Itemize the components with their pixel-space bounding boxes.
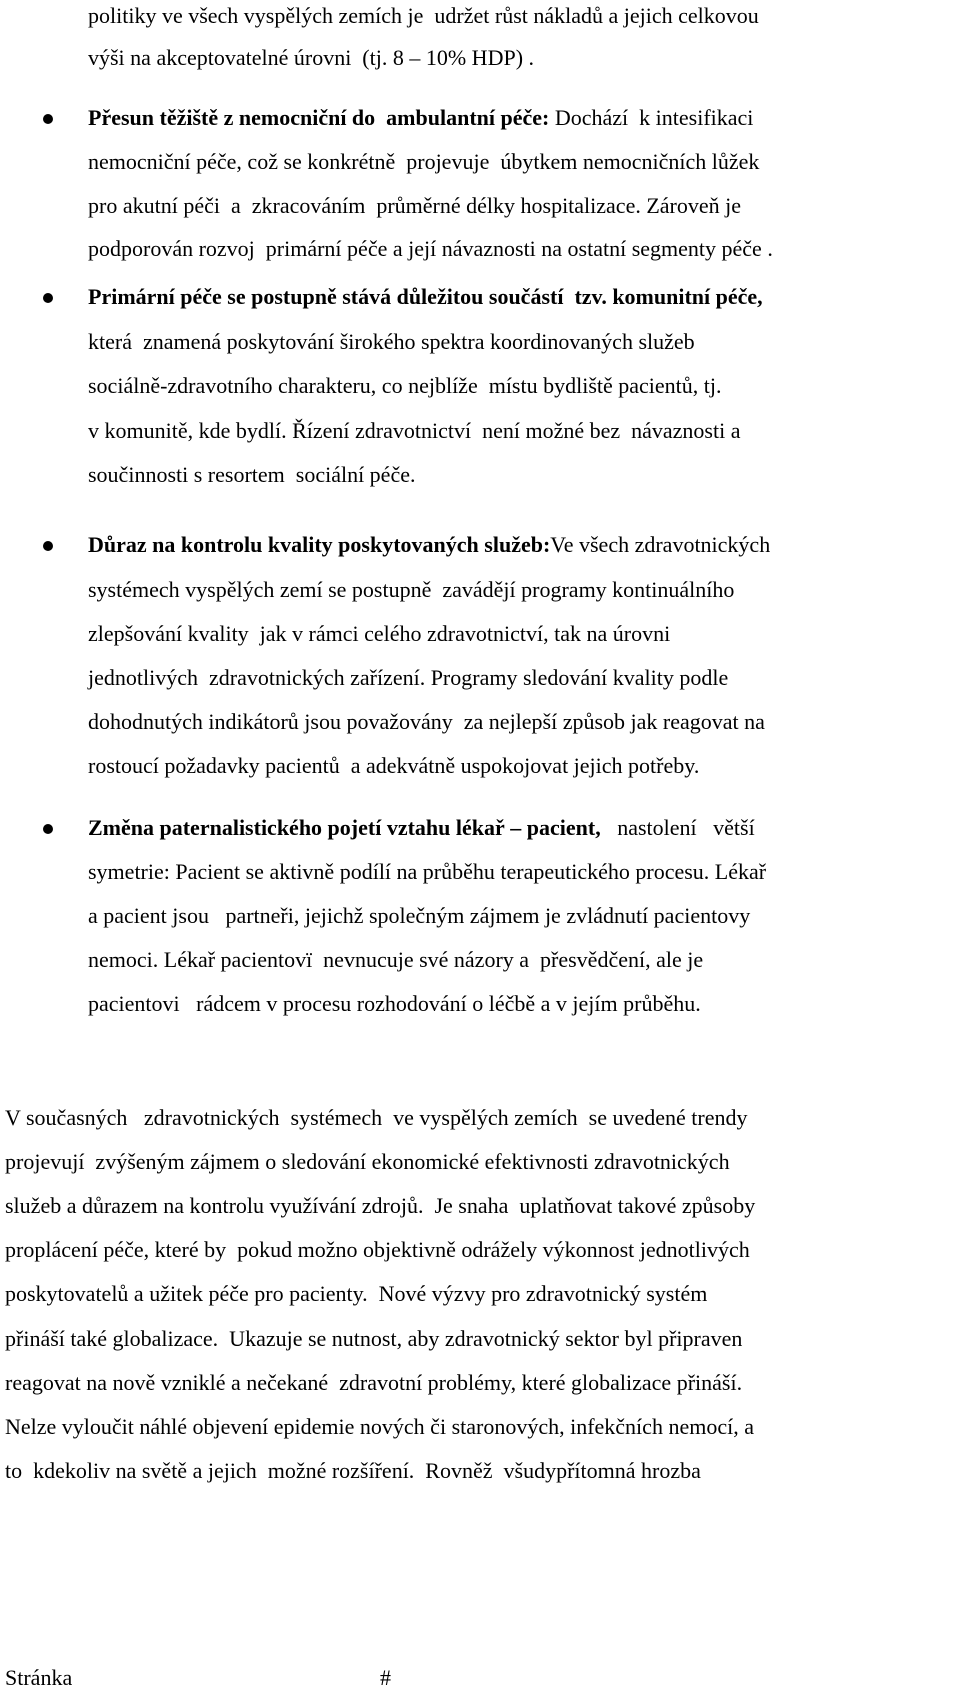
text-line: nemoci. Lékař pacientovï nevnucuje své názory a přesvědčení, ale je [88, 947, 704, 972]
text-line: dohodnutých indikátorů jsou považovány za nejlepší způsob jak reagovat na [88, 709, 765, 734]
page-number: # [380, 1665, 391, 1690]
text-line: systémech vyspělých zemí se postupně zavádějí programy kontinuálního [88, 577, 735, 602]
text-line: rostoucí požadavky pacientů a adekvátně uspokojovat jejich potřeby. [88, 753, 700, 778]
text-line: a pacient jsou partneři, jejichž společným zájmem je zvládnutí pacientovy [88, 903, 751, 928]
text-line: nemocniční péče, což se konkrétně projevuje úbytkem nemocničních lůžek [88, 149, 760, 174]
bullet-1-heading: Přesun těžiště z nemocniční do ambulantní péče: [88, 105, 550, 130]
bullet-3-heading: Důraz na kontrolu kvality poskytovaných služeb: [88, 532, 551, 557]
bullet-icon [43, 541, 53, 551]
paragraph-line: reagovat na nově vzniklé a nečekané zdravotní problémy, které globalizace přináší. [5, 1370, 743, 1395]
text-line: symetrie: Pacient se aktivně podílí na průběhu terapeutického procesu. Lékař [88, 859, 767, 884]
page-footer-label: Stránka [5, 1665, 73, 1690]
paragraph-line: V současných zdravotnických systémech ve vyspělých zemích se uvedené trendy [5, 1105, 748, 1130]
paragraph-line: to kdekoliv na světě a jejich možné rozšíření. Rovněž všudypřítomná hrozba [5, 1458, 701, 1483]
paragraph-line: poskytovatelů a užitek péče pro pacienty. Nové výzvy pro zdravotnický systém [5, 1281, 708, 1306]
text-line: výši na akceptovatelné úrovni (tj. 8 – 10% HDP) . [88, 45, 535, 70]
text-line: zlepšování kvality jak v rámci celého zdravotnictví, tak na úrovni [88, 621, 671, 646]
paragraph-line: projevují zvýšeným zájmem o sledování ekonomické efektivnosti zdravotnických [5, 1149, 730, 1174]
bullet-2-heading: Primární péče se postupně stává důležitou součástí tzv. komunitní péče, [88, 284, 763, 309]
bullet-4-first-line-rest: nastolení větší [600, 815, 755, 840]
text-line: součinnosti s resortem sociální péče. [88, 462, 416, 487]
text-line: v komunitě, kde bydlí. Řízení zdravotnictví není možné bez návaznosti a [88, 418, 741, 443]
bullet-icon [43, 293, 53, 303]
paragraph-line: přináší také globalizace. Ukazuje se nutnost, aby zdravotnický sektor byl připraven [5, 1326, 743, 1351]
bullet-4-heading: Změna paternalistického pojetí vztahu lékař – pacient, [88, 815, 601, 840]
text-line: pro akutní péči a zkracováním průměrné délky hospitalizace. Zároveň je [88, 193, 742, 218]
bullet-1-first-line-rest: Dochází k intesifikaci [549, 105, 754, 130]
bullet-1-first-line [88, 104, 753, 132]
bullet-icon [43, 824, 53, 834]
bullet-4-first-line [88, 814, 755, 842]
paragraph-line: služeb a důrazem na kontrolu využívání zdrojů. Je snaha uplatňovat takové způsoby [5, 1193, 756, 1218]
text-line: pacientovi rádcem v procesu rozhodování o léčbě a v jejím průběhu. [88, 991, 701, 1016]
text-line: podporován rozvoj primární péče a její návaznosti na ostatní segmenty péče . [88, 236, 773, 261]
paragraph-line: proplácení péče, které by pokud možno objektivně odrážely výkonnost jednotlivých [5, 1237, 750, 1262]
bullet-3-first-line [88, 531, 770, 559]
bullet-icon [43, 114, 53, 124]
bullet-3-first-line-rest: Ve všech zdravotnických [550, 532, 771, 557]
text-line: jednotlivých zdravotnických zařízení. Programy sledování kvality podle [88, 665, 729, 690]
paragraph-line: Nelze vyloučit náhlé objevení epidemie nových či staronových, infekčních nemocí, a [5, 1414, 754, 1439]
text-line: sociálně-zdravotního charakteru, co nejblíže místu bydliště pacientů, tj. [88, 373, 722, 398]
text-line: politiky ve všech vyspělých zemích je udržet růst nákladů a jejich celkovou [88, 3, 759, 28]
text-line: která znamená poskytování širokého spektra koordinovaných služeb [88, 329, 695, 354]
